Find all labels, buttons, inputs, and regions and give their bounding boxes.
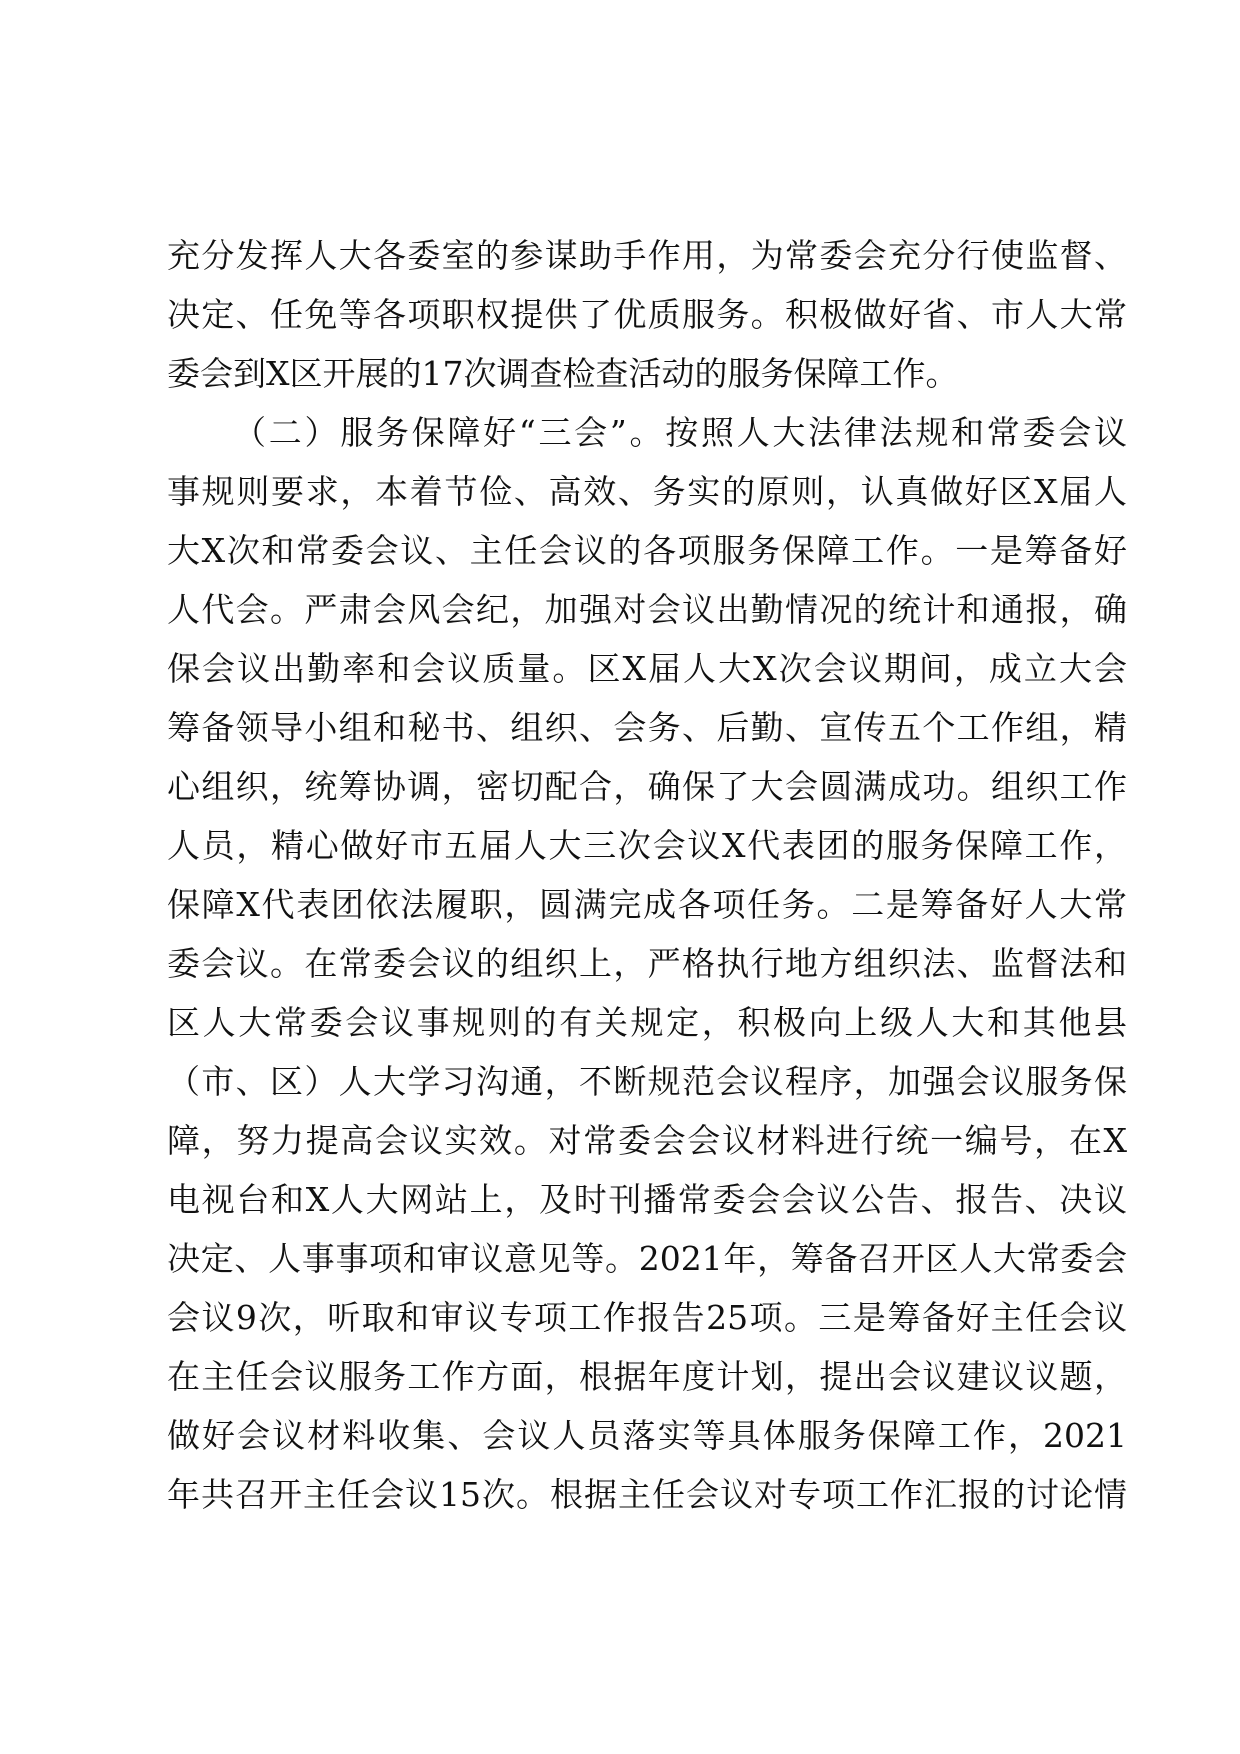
text-line: 区人大常委会议事规则的有关规定，积极向上级人大和其他县	[167, 1003, 1127, 1042]
text-line: 会议9次，听取和审议专项工作报告25项。三是筹备好主任会议	[167, 1298, 1127, 1337]
section-heading-line: （二）服务保障好“三会”。按照人大法律法规和常委会议	[233, 413, 1127, 452]
text-line: 做好会议材料收集、会议人员落实等具体服务保障工作，2021	[167, 1416, 1127, 1455]
text-line: 筹备领导小组和秘书、组织、会务、后勤、宣传五个工作组，精	[167, 708, 1127, 747]
text-line: 年共召开主任会议15次。根据主任会议对专项工作汇报的讨论情	[167, 1475, 1127, 1514]
text-line: 在主任会议服务工作方面，根据年度计划，提出会议建议议题，	[167, 1357, 1127, 1396]
text-line: 充分发挥人大各委室的参谋助手作用，为常委会充分行使监督、	[167, 236, 1127, 275]
text-line: 心组织，统筹协调，密切配合，确保了大会圆满成功。组织工作	[167, 767, 1127, 806]
text-line: 人员，精心做好市五届人大三次会议X代表团的服务保障工作，	[167, 826, 1127, 865]
text-line: 委会议。在常委会议的组织上，严格执行地方组织法、监督法和	[167, 944, 1127, 983]
text-line: 决定、任免等各项职权提供了优质服务。积极做好省、市人大常	[167, 295, 1127, 334]
text-line: 人代会。严肃会风会纪，加强对会议出勤情况的统计和通报，确	[167, 590, 1127, 629]
text-line: 决定、人事事项和审议意见等。2021年，筹备召开区人大常委会	[167, 1239, 1127, 1278]
text-line: （市、区）人大学习沟通，不断规范会议程序，加强会议服务保	[167, 1062, 1127, 1101]
text-line: 保障X代表团依法履职，圆满完成各项任务。二是筹备好人大常	[167, 885, 1127, 924]
text-line: 大X次和常委会议、主任会议的各项服务保障工作。一是筹备好	[167, 531, 1127, 570]
text-line: 保会议出勤率和会议质量。区X届人大X次会议期间，成立大会	[167, 649, 1127, 688]
body-text	[167, 226, 1127, 1524]
text-line: 委会到X区开展的17次调查检查活动的服务保障工作。	[167, 354, 959, 393]
text-line: 电视台和X人大网站上，及时刊播常委会会议公告、报告、决议	[167, 1180, 1127, 1219]
text-line: 障，努力提高会议实效。对常委会会议材料进行统一编号，在X	[167, 1121, 1127, 1160]
text-line: 事规则要求，本着节俭、高效、务实的原则，认真做好区X届人	[167, 472, 1127, 511]
